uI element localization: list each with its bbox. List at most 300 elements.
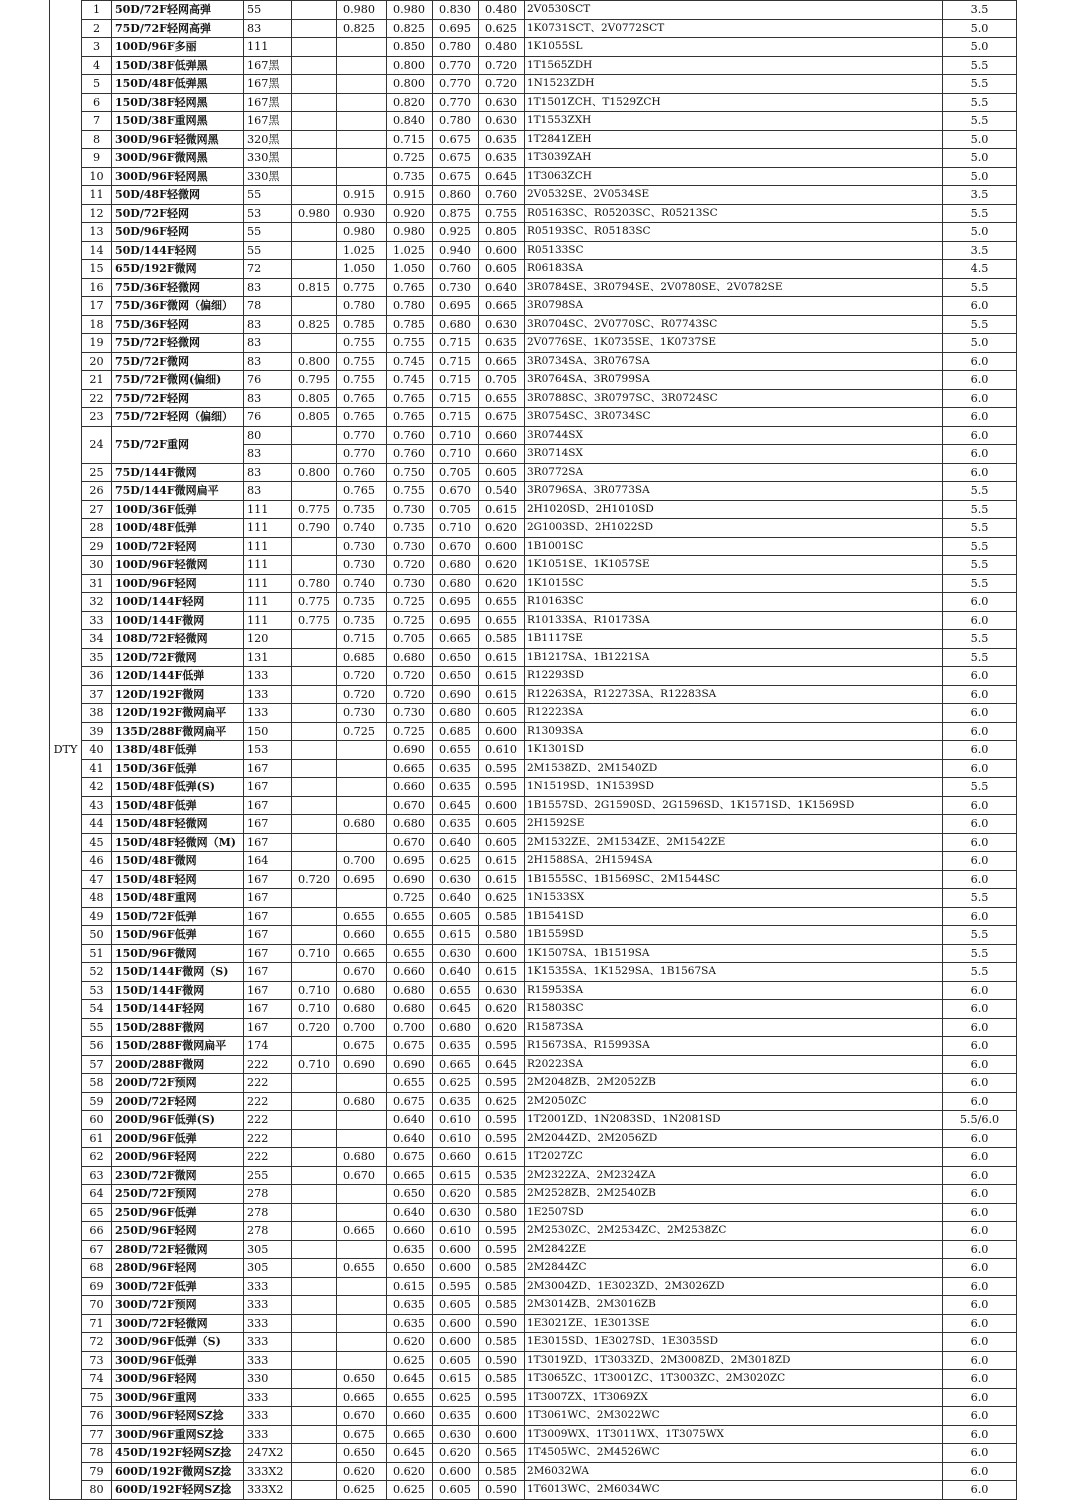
table-row: [50, 260, 1017, 279]
price-e-cell: 0.605: [479, 260, 525, 279]
denier-cell: 330黑: [244, 167, 292, 186]
price-e-cell: 0.620: [479, 574, 525, 593]
denier-cell: 76: [244, 371, 292, 390]
product-codes-cell: 1B1559SD: [525, 926, 943, 945]
spec-cell: 100D/144F微网: [112, 611, 244, 630]
table-row: [50, 186, 1017, 205]
table-row: [50, 759, 1017, 778]
price-d-cell: 0.665: [433, 630, 479, 649]
denier-cell: 278: [244, 1185, 292, 1204]
price-b-cell: 0.825: [337, 19, 387, 38]
row-number: 17: [82, 297, 112, 316]
price-c-cell: 0.625: [387, 1481, 433, 1500]
price-b-cell: [337, 56, 387, 75]
denier-cell: 111: [244, 574, 292, 593]
value-cell: 6.0: [943, 1481, 1017, 1500]
spec-cell: 120D/72F微网: [112, 648, 244, 667]
value-cell: 6.0: [943, 833, 1017, 852]
price-d-cell: 0.610: [433, 1111, 479, 1130]
price-b-cell: 0.720: [337, 667, 387, 686]
value-cell: 6.0: [943, 1407, 1017, 1426]
spec-cell: 100D/96F多丽: [112, 38, 244, 57]
row-number: 18: [82, 315, 112, 334]
price-a-cell: [292, 167, 337, 186]
table-row: [50, 38, 1017, 57]
price-b-cell: [337, 149, 387, 168]
price-e-cell: 0.625: [479, 19, 525, 38]
price-b-cell: 0.620: [337, 1462, 387, 1481]
spec-cell: 50D/48F轻微网: [112, 186, 244, 205]
price-c-cell: 0.720: [387, 685, 433, 704]
row-number: 27: [82, 500, 112, 519]
price-e-cell: 0.590: [479, 1351, 525, 1370]
row-number: 24: [82, 426, 112, 463]
product-codes-cell: 1T1553ZXH: [525, 112, 943, 131]
denier-cell: 111: [244, 38, 292, 57]
denier-cell: 55: [244, 223, 292, 242]
price-c-cell: 0.670: [387, 796, 433, 815]
spec-cell: 150D/48F轻微网: [112, 815, 244, 834]
table-row: [50, 1277, 1017, 1296]
denier-cell: 320黑: [244, 130, 292, 149]
spec-cell: 150D/48F轻微网（M): [112, 833, 244, 852]
price-b-cell: 0.625: [337, 1481, 387, 1500]
value-cell: 6.0: [943, 1462, 1017, 1481]
product-codes-cell: R15673SA、R15993SA: [525, 1037, 943, 1056]
value-cell: 5.5: [943, 574, 1017, 593]
denier-cell: 167: [244, 815, 292, 834]
row-number: 41: [82, 759, 112, 778]
price-d-cell: 0.600: [433, 1259, 479, 1278]
denier-cell: 333: [244, 1277, 292, 1296]
table-row: [50, 130, 1017, 149]
denier-cell: 222: [244, 1111, 292, 1130]
price-d-cell: 0.660: [433, 1148, 479, 1167]
row-number: 3: [82, 38, 112, 57]
price-a-cell: [292, 1166, 337, 1185]
denier-cell: 83: [244, 445, 292, 464]
row-number: 46: [82, 852, 112, 871]
price-e-cell: 0.565: [479, 1444, 525, 1463]
price-c-cell: 1.050: [387, 260, 433, 279]
price-c-cell: 0.705: [387, 630, 433, 649]
table-row: [50, 1074, 1017, 1093]
price-e-cell: 0.620: [479, 1000, 525, 1019]
product-codes-cell: R15873SA: [525, 1018, 943, 1037]
spec-cell: 75D/72F轻网（偏细）: [112, 408, 244, 427]
table-row: [50, 796, 1017, 815]
table-row: [50, 389, 1017, 408]
denier-cell: 167黑: [244, 56, 292, 75]
price-b-cell: [337, 130, 387, 149]
price-c-cell: 0.725: [387, 722, 433, 741]
price-c-cell: 0.655: [387, 1388, 433, 1407]
price-d-cell: 0.635: [433, 778, 479, 797]
denier-cell: 111: [244, 537, 292, 556]
price-c-cell: 0.730: [387, 574, 433, 593]
value-cell: 5.5: [943, 944, 1017, 963]
spec-cell: 280D/72F轻微网: [112, 1240, 244, 1259]
value-cell: 6.0: [943, 611, 1017, 630]
price-b-cell: 0.700: [337, 852, 387, 871]
price-d-cell: 0.620: [433, 1185, 479, 1204]
price-e-cell: 0.600: [479, 1407, 525, 1426]
price-b-cell: 0.740: [337, 519, 387, 538]
product-codes-cell: 1B1117SE: [525, 630, 943, 649]
price-c-cell: 0.745: [387, 352, 433, 371]
price-a-cell: [292, 833, 337, 852]
price-b-cell: 0.670: [337, 963, 387, 982]
spec-cell: 75D/144F微网: [112, 463, 244, 482]
denier-cell: 83: [244, 463, 292, 482]
table-row: [50, 1407, 1017, 1426]
price-d-cell: 0.680: [433, 556, 479, 575]
price-c-cell: 0.660: [387, 1407, 433, 1426]
price-b-cell: [337, 1314, 387, 1333]
table-body: [50, 0, 1017, 1499]
price-b-cell: 0.735: [337, 611, 387, 630]
price-a-cell: [292, 334, 337, 353]
table-row: [50, 1148, 1017, 1167]
price-a-cell: 0.790: [292, 519, 337, 538]
price-d-cell: 0.715: [433, 352, 479, 371]
value-cell: 5.5: [943, 482, 1017, 501]
price-d-cell: 0.600: [433, 1462, 479, 1481]
price-e-cell: 0.600: [479, 241, 525, 260]
price-e-cell: 0.585: [479, 1277, 525, 1296]
row-number: 22: [82, 389, 112, 408]
spec-cell: 300D/72F低弹: [112, 1277, 244, 1296]
product-codes-cell: 2M2530ZC、2M2534ZC、2M2538ZC: [525, 1222, 943, 1241]
price-c-cell: 0.725: [387, 889, 433, 908]
row-number: 23: [82, 408, 112, 427]
price-e-cell: 0.585: [479, 1185, 525, 1204]
product-codes-cell: 2M2528ZB、2M2540ZB: [525, 1185, 943, 1204]
price-b-cell: 0.680: [337, 815, 387, 834]
price-b-cell: 0.720: [337, 685, 387, 704]
value-cell: 6.0: [943, 1333, 1017, 1352]
row-number: 30: [82, 556, 112, 575]
price-e-cell: 0.480: [479, 38, 525, 57]
price-a-cell: [292, 741, 337, 760]
denier-cell: 167: [244, 870, 292, 889]
row-number: 59: [82, 1092, 112, 1111]
product-codes-cell: 1N1519SD、1N1539SD: [525, 778, 943, 797]
price-a-cell: [292, 445, 337, 464]
spec-cell: 75D/72F轻微网: [112, 334, 244, 353]
denier-cell: 120: [244, 630, 292, 649]
table-row: [50, 1203, 1017, 1222]
table-row: [50, 167, 1017, 186]
value-cell: 6.0: [943, 1203, 1017, 1222]
row-number: 56: [82, 1037, 112, 1056]
price-e-cell: 0.595: [479, 778, 525, 797]
price-b-cell: 0.670: [337, 1166, 387, 1185]
row-number: 61: [82, 1129, 112, 1148]
spec-cell: 120D/192F微网: [112, 685, 244, 704]
price-d-cell: 0.760: [433, 260, 479, 279]
price-b-cell: [337, 889, 387, 908]
denier-cell: 330黑: [244, 149, 292, 168]
spec-cell: 300D/96F轻网: [112, 1370, 244, 1389]
denier-cell: 333X2: [244, 1462, 292, 1481]
price-c-cell: 0.695: [387, 852, 433, 871]
value-cell: 5.5: [943, 537, 1017, 556]
price-e-cell: 0.615: [479, 963, 525, 982]
product-codes-cell: 3R0704SC、2V0770SC、R07743SC: [525, 315, 943, 334]
table-row: [50, 1425, 1017, 1444]
denier-cell: 255: [244, 1166, 292, 1185]
row-number: 21: [82, 371, 112, 390]
table-row: [50, 426, 1017, 445]
price-e-cell: 0.605: [479, 833, 525, 852]
price-e-cell: 0.540: [479, 482, 525, 501]
price-a-cell: [292, 1314, 337, 1333]
table-row: [50, 667, 1017, 686]
table-row: [50, 315, 1017, 334]
table-row: [50, 852, 1017, 871]
price-c-cell: 0.825: [387, 19, 433, 38]
product-codes-cell: 1K1015SC: [525, 574, 943, 593]
price-e-cell: 0.605: [479, 704, 525, 723]
price-d-cell: 0.645: [433, 1000, 479, 1019]
table-row: [50, 1111, 1017, 1130]
price-d-cell: 0.695: [433, 19, 479, 38]
table-row: [50, 1314, 1017, 1333]
price-e-cell: 0.595: [479, 1074, 525, 1093]
price-d-cell: 0.620: [433, 1444, 479, 1463]
price-a-cell: [292, 907, 337, 926]
price-e-cell: 0.645: [479, 1055, 525, 1074]
spec-cell: 150D/38F低弹黑: [112, 56, 244, 75]
price-c-cell: 0.920: [387, 204, 433, 223]
price-c-cell: 0.700: [387, 1018, 433, 1037]
row-number: 36: [82, 667, 112, 686]
spec-cell: 230D/72F微网: [112, 1166, 244, 1185]
price-a-cell: [292, 537, 337, 556]
table-row: [50, 889, 1017, 908]
table-row: [50, 56, 1017, 75]
price-d-cell: 0.665: [433, 1055, 479, 1074]
price-b-cell: 0.715: [337, 630, 387, 649]
row-number: 47: [82, 870, 112, 889]
row-number: 60: [82, 1111, 112, 1130]
spec-cell: 300D/96F重网SZ捻: [112, 1425, 244, 1444]
price-c-cell: 0.655: [387, 1074, 433, 1093]
price-e-cell: 0.595: [479, 1240, 525, 1259]
table-row: [50, 204, 1017, 223]
price-a-cell: [292, 1148, 337, 1167]
denier-cell: 330: [244, 1370, 292, 1389]
price-b-cell: 0.680: [337, 981, 387, 1000]
product-codes-cell: 1T3019ZD、1T3033ZD、2M3008ZD、2M3018ZD: [525, 1351, 943, 1370]
value-cell: 6.0: [943, 1296, 1017, 1315]
price-e-cell: 0.705: [479, 371, 525, 390]
price-b-cell: 0.675: [337, 1425, 387, 1444]
value-cell: 6.0: [943, 1129, 1017, 1148]
price-a-cell: [292, 1111, 337, 1130]
price-c-cell: 0.765: [387, 278, 433, 297]
price-e-cell: 0.720: [479, 56, 525, 75]
price-c-cell: 0.680: [387, 1000, 433, 1019]
price-a-cell: [292, 1, 337, 20]
value-cell: 6.0: [943, 1185, 1017, 1204]
denier-cell: 133: [244, 704, 292, 723]
product-codes-cell: 1E3021ZE、1E3013SE: [525, 1314, 943, 1333]
denier-cell: 222: [244, 1074, 292, 1093]
table-row: [50, 630, 1017, 649]
spec-cell: 200D/96F轻网: [112, 1148, 244, 1167]
price-e-cell: 0.595: [479, 1111, 525, 1130]
spec-cell: 200D/96F低弹(S): [112, 1111, 244, 1130]
product-codes-cell: 1T3007ZX、1T3069ZX: [525, 1388, 943, 1407]
value-cell: 5.5: [943, 556, 1017, 575]
value-cell: 6.0: [943, 907, 1017, 926]
price-b-cell: 0.655: [337, 1259, 387, 1278]
price-c-cell: 0.620: [387, 1462, 433, 1481]
price-a-cell: 0.710: [292, 981, 337, 1000]
price-a-cell: [292, 56, 337, 75]
price-c-cell: 0.760: [387, 426, 433, 445]
table-row: [50, 1129, 1017, 1148]
table-row: [50, 519, 1017, 538]
row-number: 13: [82, 223, 112, 242]
denier-cell: 167: [244, 796, 292, 815]
price-d-cell: 0.605: [433, 907, 479, 926]
price-a-cell: [292, 241, 337, 260]
price-b-cell: [337, 778, 387, 797]
price-c-cell: 0.620: [387, 1333, 433, 1352]
product-codes-cell: 1T3039ZAH: [525, 149, 943, 168]
table-row: [50, 1092, 1017, 1111]
price-a-cell: 0.815: [292, 278, 337, 297]
row-number: 67: [82, 1240, 112, 1259]
price-e-cell: 0.760: [479, 186, 525, 205]
row-number: 9: [82, 149, 112, 168]
product-codes-cell: 3R0714SX: [525, 445, 943, 464]
spec-cell: 150D/48F重网: [112, 889, 244, 908]
price-e-cell: 0.580: [479, 1203, 525, 1222]
spec-cell: 150D/288F微网: [112, 1018, 244, 1037]
price-c-cell: 1.025: [387, 241, 433, 260]
denier-cell: 111: [244, 556, 292, 575]
price-b-cell: 0.670: [337, 1407, 387, 1426]
value-cell: 6.0: [943, 1277, 1017, 1296]
price-c-cell: 0.735: [387, 519, 433, 538]
price-b-cell: 0.770: [337, 445, 387, 464]
price-d-cell: 0.635: [433, 1037, 479, 1056]
value-cell: 6.0: [943, 1166, 1017, 1185]
row-number: 78: [82, 1444, 112, 1463]
product-codes-cell: 1E2507SD: [525, 1203, 943, 1222]
row-number: 37: [82, 685, 112, 704]
price-d-cell: 0.685: [433, 722, 479, 741]
table-row: [50, 1296, 1017, 1315]
value-cell: 5.5: [943, 963, 1017, 982]
price-a-cell: [292, 852, 337, 871]
denier-cell: 83: [244, 334, 292, 353]
spec-cell: 135D/288F微网扁平: [112, 722, 244, 741]
value-cell: 6.0: [943, 870, 1017, 889]
price-a-cell: [292, 963, 337, 982]
product-codes-cell: 1B1555SC、1B1569SC、2M1544SC: [525, 870, 943, 889]
price-c-cell: 0.765: [387, 408, 433, 427]
row-number: 8: [82, 130, 112, 149]
price-c-cell: 0.980: [387, 223, 433, 242]
price-d-cell: 0.875: [433, 204, 479, 223]
row-number: 14: [82, 241, 112, 260]
price-c-cell: 0.980: [387, 1, 433, 20]
spec-cell: 75D/36F轻网: [112, 315, 244, 334]
price-e-cell: 0.615: [479, 648, 525, 667]
price-e-cell: 0.585: [479, 1333, 525, 1352]
spec-cell: 600D/192F轻网SZ捻: [112, 1481, 244, 1500]
price-e-cell: 0.585: [479, 1370, 525, 1389]
price-b-cell: 0.655: [337, 907, 387, 926]
price-d-cell: 0.615: [433, 1370, 479, 1389]
spec-cell: 150D/38F重网黑: [112, 112, 244, 131]
price-b-cell: 0.680: [337, 1000, 387, 1019]
row-number: 69: [82, 1277, 112, 1296]
product-codes-cell: 1E3015SD、1E3027SD、1E3035SD: [525, 1333, 943, 1352]
denier-cell: 111: [244, 593, 292, 612]
denier-cell: 164: [244, 852, 292, 871]
price-a-cell: [292, 186, 337, 205]
row-number: 43: [82, 796, 112, 815]
row-number: 32: [82, 593, 112, 612]
table-row: [50, 593, 1017, 612]
denier-cell: 333: [244, 1388, 292, 1407]
price-d-cell: 0.610: [433, 1222, 479, 1241]
price-d-cell: 0.925: [433, 223, 479, 242]
spec-cell: 100D/144F轻网: [112, 593, 244, 612]
spec-cell: 300D/72F轻微网: [112, 1314, 244, 1333]
value-cell: 5.0: [943, 334, 1017, 353]
spec-cell: 200D/72F轻网: [112, 1092, 244, 1111]
denier-cell: 72: [244, 260, 292, 279]
denier-cell: 333: [244, 1407, 292, 1426]
price-b-cell: 0.930: [337, 204, 387, 223]
table-row: [50, 1185, 1017, 1204]
price-e-cell: 0.480: [479, 1, 525, 20]
product-codes-cell: R20223SA: [525, 1055, 943, 1074]
denier-cell: 83: [244, 19, 292, 38]
value-cell: 6.0: [943, 667, 1017, 686]
price-d-cell: 0.860: [433, 186, 479, 205]
row-number: 7: [82, 112, 112, 131]
price-d-cell: 0.625: [433, 1074, 479, 1093]
value-cell: 6.0: [943, 1037, 1017, 1056]
value-cell: 5.5: [943, 500, 1017, 519]
price-b-cell: 0.650: [337, 1370, 387, 1389]
value-cell: 6.0: [943, 1425, 1017, 1444]
price-b-cell: [337, 1185, 387, 1204]
price-e-cell: 0.595: [479, 1222, 525, 1241]
price-e-cell: 0.805: [479, 223, 525, 242]
table-row: [50, 944, 1017, 963]
price-a-cell: 0.720: [292, 870, 337, 889]
price-b-cell: [337, 796, 387, 815]
table-row: [50, 500, 1017, 519]
price-c-cell: 0.665: [387, 759, 433, 778]
row-number: 55: [82, 1018, 112, 1037]
price-b-cell: 0.680: [337, 1148, 387, 1167]
spec-cell: 75D/72F轻网高弹: [112, 19, 244, 38]
price-c-cell: 0.625: [387, 1351, 433, 1370]
price-d-cell: 0.630: [433, 870, 479, 889]
denier-cell: 333X2: [244, 1481, 292, 1500]
price-a-cell: 0.775: [292, 593, 337, 612]
